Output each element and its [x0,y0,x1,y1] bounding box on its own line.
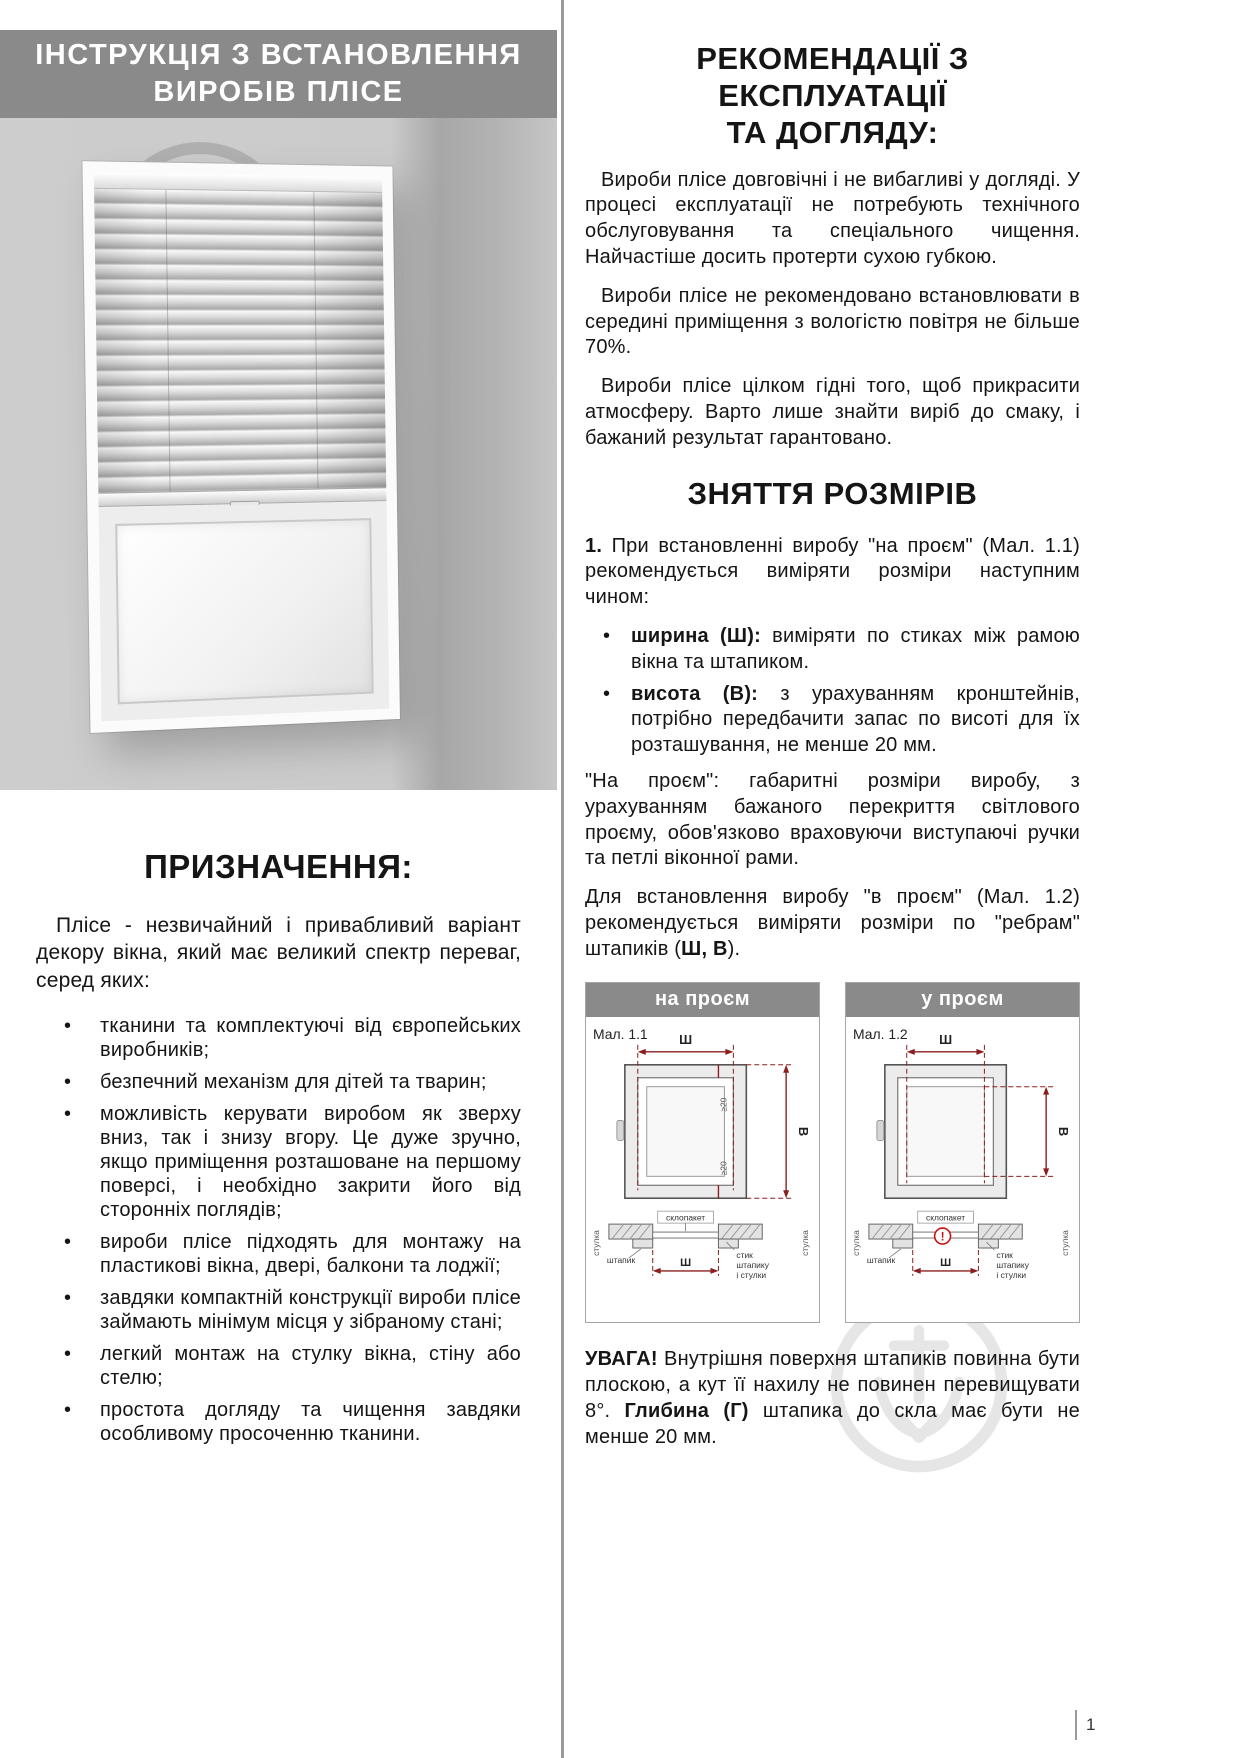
measuring-list [585,624,1080,759]
care-title-line-2: ТА ДОГЛЯДУ: [726,115,939,151]
warning-mark: ! [940,1230,945,1245]
page-number-divider [1075,1710,1077,1740]
attention-paragraph: УВАГА! Внутрішня поверхня штапиків повинна бути плоскою, а кут її нахилу не повинен перевищувати 8°. Глибина (Г) штапика до скла має бути не менше 20 мм. [585,1348,1080,1448]
window-handle [877,1121,884,1141]
list-item: • простота догляду та чищення завдяки особливому просоченню тканини. [64,1398,521,1446]
pleated-blind [94,189,386,494]
column-divider [561,0,564,1758]
window-glass [115,518,373,704]
width-dimension-label: Ш [679,1032,693,1048]
sash-right-label: стулка [800,1230,811,1257]
diagrams-row [585,982,1080,1323]
figure-label: Мал. 1.2 [852,1026,908,1043]
purpose-section-title: ПРИЗНАЧЕННЯ: [144,848,413,885]
right-column [585,0,1080,1758]
left-column [0,0,557,1454]
panel-header: на проєм [586,983,819,1017]
page-number [1075,1710,1095,1740]
joint-label: штапику [996,1260,1029,1271]
gap-bottom-label: ≥20 [718,1161,729,1176]
diagram-panel-u-proem [845,982,1080,1323]
height-dimension-label: В [796,1127,812,1137]
window [82,161,400,733]
title-banner [0,30,557,118]
purpose-intro: Плісе - незвичайний і привабливий варіант декору вікна, який має великий спектр переваг, серед яких: [36,914,521,992]
figure-1-1-window-diagram [587,1019,818,1318]
sash-left-label: стулка [850,1230,861,1257]
bead-label: штапик [866,1255,896,1266]
figure-1-2-window-diagram [847,1019,1078,1318]
step-number: 1. [585,534,603,557]
attention-label: УВАГА! [585,1348,658,1371]
measuring-section-title: ЗНЯТТЯ РОЗМІРІВ [687,475,978,511]
figure-label: Мал. 1.1 [592,1026,648,1043]
height-dimension-label: В [1056,1127,1072,1137]
joint-label: стик [736,1250,753,1261]
list-item: • висота (В): з урахуванням кронштейнів, потрібно передбачити запас по висоті для їх розташування, не менше 20 мм. [597,682,1080,759]
care-paragraph-1: Вироби плісе довговічні і не вибагливі у догляді. У процесі експлуатації не потребують технічного обслуговування та спеціального чищення. Найчастіше досить протерти сухою губкою. [585,168,1080,268]
blind-cord [314,192,319,489]
measuring-step-1: 1. При встановленні виробу "на проєм" (Мал. 1.1) рекомендується виміряти розміри наступним чином: [585,534,1080,609]
list-item: • ширина (Ш): виміряти по стиках між рамою вікна та штапиком. [597,624,1080,676]
list-item: • завдяки компактній конструкції вироби плісе займають мінімум місця у зібраному стані; [64,1286,521,1334]
joint-label: і стулки [996,1270,1027,1281]
care-paragraph-2: Вироби плісе не рекомендовано встановлювати в середині приміщення з вологістю повітря не більше 70%. [585,284,1080,359]
glazing-label: склопакет [926,1213,966,1224]
care-section-title [585,40,1080,152]
v-proem-paragraph: Для встановлення виробу "в проєм" (Мал. 1.2) рекомендується виміряти розміри по "ребрам" штапиків (Ш, В). [585,886,1080,960]
list-item: • тканини та комплектуючі від європейських виробників; [64,1014,521,1062]
joint-label: штапику [736,1260,769,1271]
page-number-value: 1 [1086,1715,1096,1734]
panel-body [846,1017,1079,1322]
diagram-panel-na-proem [585,982,820,1323]
bead-width-label: Ш [680,1257,692,1270]
banner-line-2: ВИРОБІВ ПЛІСЕ [153,76,404,108]
banner-line-1: ІНСТРУКЦІЯ З ВСТАНОВЛЕННЯ [35,39,522,72]
window-handle [617,1121,624,1141]
joint-label: і стулки [736,1270,767,1281]
panel-header: у проєм [846,983,1079,1017]
width-dimension-label: Ш [939,1032,953,1048]
bead-width-label: Ш [940,1257,952,1270]
care-paragraph-3: Вироби плісе цілком гідні того, щоб прикрасити атмосферу. Варто лише знайти виріб до смаку, і бажаний результат гарантовано. [585,375,1080,449]
na-proem-paragraph: "На проєм": габаритні розміри виробу, з урахуванням бажаного перекриття світлового проєму, обов'язково враховуючи виступаючі ручки та петлі віконної рами. [585,769,1080,870]
blind-cord [165,190,170,492]
panel-body [586,1017,819,1322]
care-title-line-1: РЕКОМЕНДАЦІЇ З ЕКСПЛУАТАЦІЇ [696,41,969,114]
joint-label: стик [996,1250,1013,1261]
window-photo [0,118,557,790]
sash-right-label: стулка [1060,1230,1071,1257]
list-item: • можливість керувати виробом як зверху вниз, так і знизу вгору. Це дуже зручно, якщо приміщення розташоване на першому поверсі, і необхідно закрити його від сторонніх поглядів; [64,1102,521,1222]
window-lower-sash [99,502,390,721]
list-item: • безпечний механізм для дітей та тварин; [64,1070,521,1094]
sash-left-label: стулка [590,1230,601,1257]
bead-label: штапик [606,1255,636,1266]
glazing-label: склопакет [666,1213,706,1224]
gap-top-label: ≥20 [718,1098,729,1113]
list-item: • легкий монтаж на стулку вікна, стіну або стелю; [64,1342,521,1390]
purpose-list [36,1014,521,1446]
list-item: • вироби плісе підходять для монтажу на пластикові вікна, двері, балкони та лоджії; [64,1230,521,1278]
